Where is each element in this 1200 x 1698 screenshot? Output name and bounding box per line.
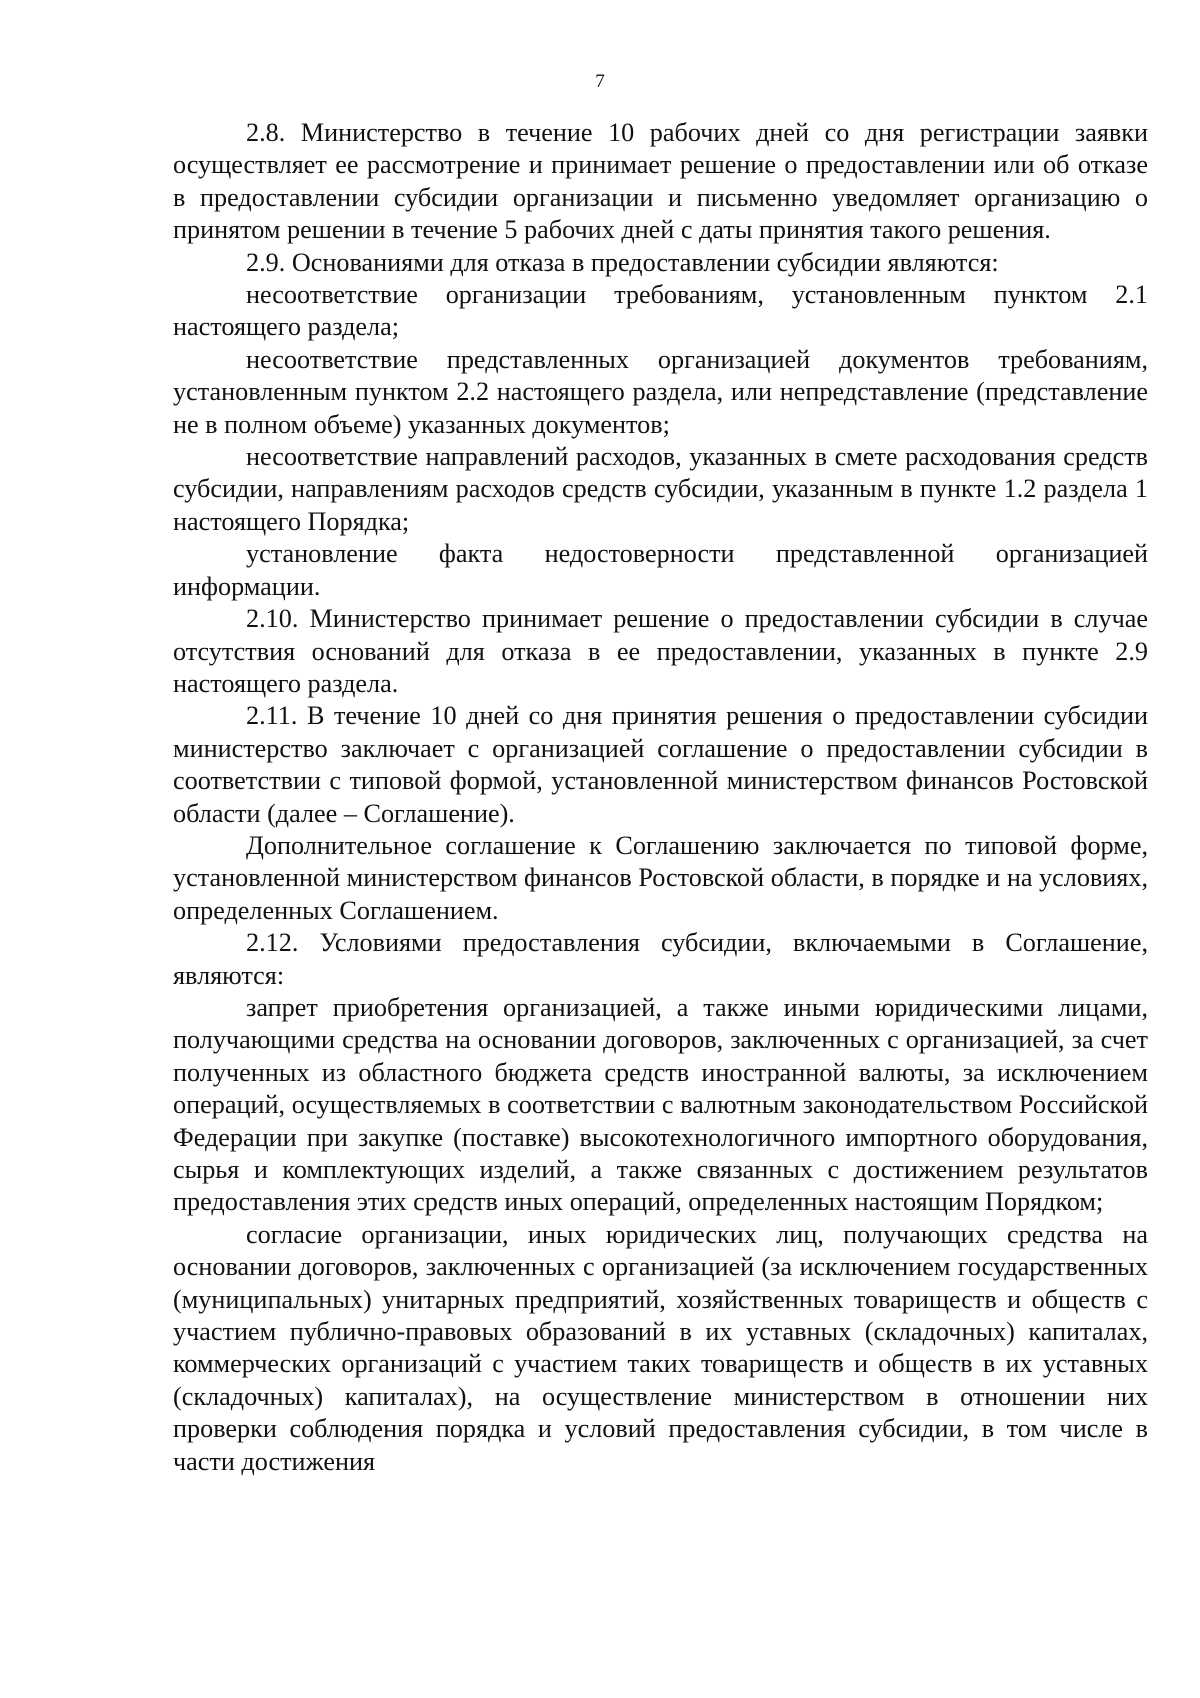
paragraph-2-11: 2.11. В течение 10 дней со дня принятия решения о предоставлении субсидии министерство заключает с организацией соглашение о предоставлении субсидии в соответствии с типовой формой, установленной министерством финансов Ростовской области (далее – Соглашение). bbox=[173, 701, 1148, 828]
paragraph-2-8: 2.8. Министерство в течение 10 рабочих дней со дня регистрации заявки осуществляет ее рассмотрение и принимает решение о предоставлении или об отказе в предоставлении субсидии организации и письменно уведомляет организацию о принятом решении в течение 5 рабочих дней с даты принятия такого решения. bbox=[173, 118, 1148, 245]
paragraph-additional-agreement: Дополнительное соглашение к Соглашению заключается по типовой форме, установленной министерством финансов Ростовской области, в порядке и на условиях, определенных Соглашением. bbox=[173, 830, 1148, 925]
paragraph-2-9-item-3: несоответствие направлений расходов, указанных в смете расходования средств субсидии, направлениям расходов средств субсидии, указанным в пункте 1.2 раздела 1 настоящего Порядка; bbox=[173, 442, 1148, 536]
paragraph-2-10: 2.10. Министерство принимает решение о предоставлении субсидии в случае отсутствия оснований для отказа в ее предоставлении, указанных в пункте 2.9 настоящего раздела. bbox=[173, 604, 1148, 698]
paragraph-2-9: 2.9. Основаниями для отказа в предоставлении субсидии являются: bbox=[246, 247, 999, 277]
document-body bbox=[173, 117, 1148, 1478]
paragraph-2-12: 2.12. Условиями предоставления субсидии, включаемыми в Соглашение, являются: bbox=[173, 928, 1148, 990]
paragraph-2-9-item-1: несоответствие организации требованиям, установленным пунктом 2.1 настоящего раздела; bbox=[173, 280, 1148, 342]
paragraph-2-9-item-4: установление факта недостоверности представленной организацией информации. bbox=[173, 539, 1148, 601]
paragraph-2-12-item-1: запрет приобретения организацией, а также иными юридическими лицами, получающими средства на основании договоров, заключенных с организацией, за счет полученных из областного бюджета средств иностранной валюты, за исключением операций, осуществляемых в соответствии с валютным законодательством Российской Федерации при закупке (поставке) высокотехнологичного импортного оборудования, сырья и комплектующих изделий, а также связанных с достижением результатов предоставления этих средств иных операций, определенных настоящим Порядком; bbox=[173, 992, 1148, 1217]
paragraph-2-9-item-2: несоответствие представленных организацией документов требованиям, установленным пунктом 2.2 настоящего раздела, или непредставление (представление не в полном объеме) указанных документов; bbox=[173, 344, 1148, 439]
page-number: 7 bbox=[595, 71, 605, 92]
paragraph-2-12-item-2: согласие организации, иных юридических лиц, получающих средства на основании договоров, заключенных с организацией (за исключением государственных (муниципальных) унитарных предприятий, хозяйственных товариществ и обществ с участием публично-правовых образований в их уставных (складочных) капиталах, коммерческих организаций с участием таких товариществ и обществ в их уставных (складочных) капиталах), на осуществление министерством в отношении них проверки соблюдения порядка и условий предоставления субсидии, в том числе в части достижения bbox=[173, 1219, 1148, 1476]
